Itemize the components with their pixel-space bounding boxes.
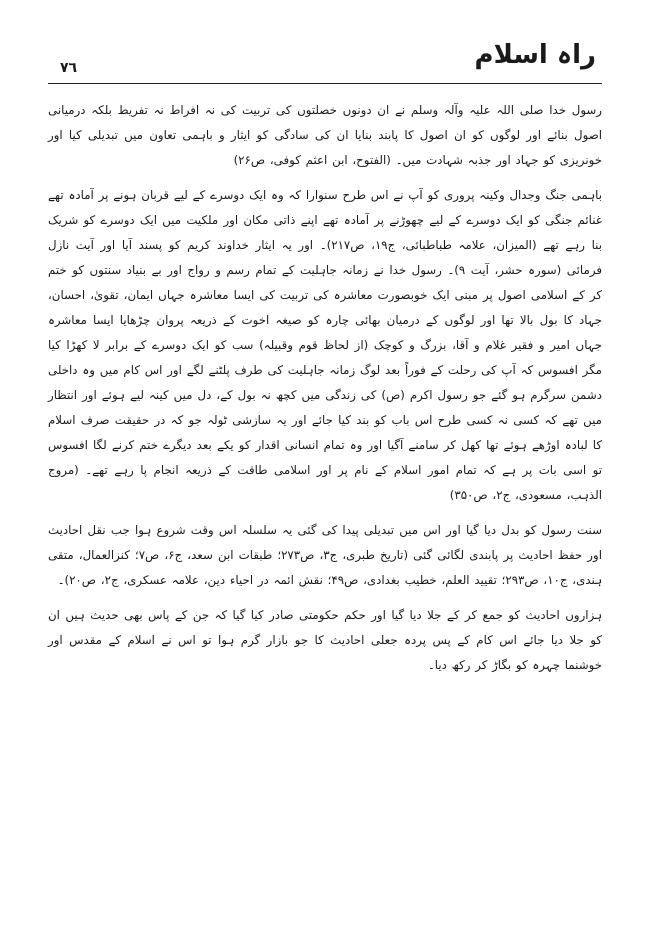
- paragraph-4: ہزاروں احادیث کو جمع کر کے جلا دیا گیا اور حکم حکومتی صادر کیا گیا کہ جن کے پاس بھی حدیث ہیں ان کو جلا دیا جائے اس کام کے پس پردہ جعلی احادیث کا جو بازار گرم ہوا تو اس نے اسلام کے مقدس اور خوشنما چہرہ کو بگاڑ کر رکھ دیا۔: [48, 608, 602, 672]
- page-body: [48, 98, 602, 910]
- page-number: ٧٦: [60, 60, 78, 76]
- paragraph-2: باہمی جنگ وجدال وکینہ پروری کو آپ نے اس طرح سنوارا کہ وہ ایک دوسرے کے لیے قربان ہونے پر آمادہ تھے غنائم جنگی کو ایک دوسرے کے لیے چھوڑنے پر آمادہ تھے اپنے ذاتی مکان اور ملکیت میں ایک دوسرے کو شریک بنا رہے تھے (المیزان، علامہ طباطبائی، ج۱۹، ص۲۱۷)۔ اور یہ ایثار خداوند کریم کو پسند آیا اور آیت نازل فرمائی (سورہ حشر، آیت ۹)۔ رسول خدا نے زمانہ جاہلیت کے تمام رسم و رواج اور بے بنیاد سنتوں کو ختم کر کے اسلامی اصول پر مبنی ایک خوبصورت معاشرہ کی تربیت کی ایسا معاشرہ جہاں ایمان، تقویٰ، احسان، جہاد کا بول بالا تھا اور لوگوں کے درمیان بھائی چارہ کو صیغہ اخوت کے ذریعہ پروان چڑھایا ایسا معاشرہ جہاں امیر و فقیر غلام و آقا، بزرگ و کوچک (از لحاظ قوم وقبیلہ) سب کو ایک دوسرے کے برابر لا کھڑا کیا مگر افسوس کہ آپ کی رحلت کے فوراً بعد لوگ زمانہ جاہلیت کی طرف پلٹنے لگے اور اس کام میں وہ داخلی دشمن سرگرم ہو گئے جو رسول اکرم (ص) کی زندگی میں کچھ نہ بول کے، دل میں کینہ لیے ہوئے اور انتظار میں تھے کہ کسی نہ کسی طرح اس باب کو بند کیا جائے اور یہ سازشی ٹولہ جو کہ در حقیقت صرف اسلام کا لبادہ اوڑھے ہوئے تھا کھل کر سامنے آگیا اور وہ تمام انسانی اقدار کو یکے بعد دیگرے ختم کرنے لگا افسوس تو اسی بات پر ہے کہ تمام امور اسلام کے نام پر اور اسلامی طاقت کے ذریعہ انجام پا رہے تھے۔ (مروج الذہب، مسعودی، ج۲، ص۳۵۰): [48, 188, 603, 502]
- header-divider: [48, 83, 602, 84]
- page-header: [48, 38, 602, 84]
- book-title: راہ اسلام: [474, 40, 596, 70]
- paragraph-1: رسول خدا صلی اللہ علیہ وآلہ وسلم نے ان دونوں خصلتوں کی تربیت کی نہ افراط نہ تفریط بلکہ درمیانی اصول بنائے اور لوگوں کو ان اصول کا پابند بنایا ان کی سادگی کو ایثار و باہمی تعاون میں تبدیلی کیا اور خونریزی کو جہاد اور جذبہ شہادت میں۔ (الفتوح، ابن اعثم کوفی، ص۲۶): [48, 103, 602, 167]
- paragraph-3: سنت رسول کو بدل دیا گیا اور اس میں تبدیلی پیدا کی گئی یہ سلسلہ اس وقت شروع ہوا جب نقل احادیث اور حفظ احادیث پر پابندی لگائی گئی (تاریخ طبری، ج۳، ص۲۷۳؛ طبقات ابن سعد، ج۶، ص۷؛ کنزالعمال، متقی ہندی، ج۱۰، ص۲۹۳؛ تقیید العلم، خطیب بغدادی، ص۴۹؛ نقش ائمہ در احیاء دین، علامہ عسکری، ج۲، ص۲۰)۔: [48, 523, 602, 587]
